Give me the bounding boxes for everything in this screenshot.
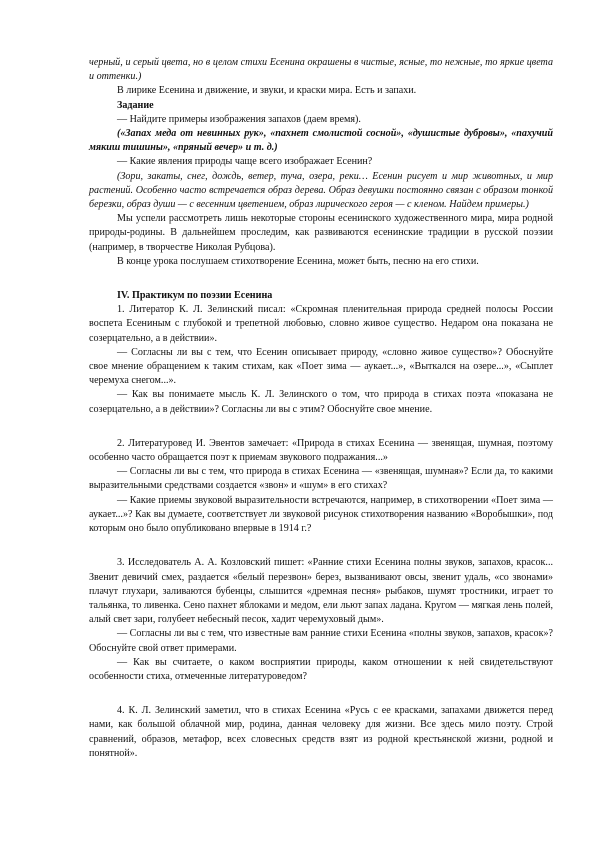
task-answer-1: («Запах меда от невинных рук», «пахнет смолистой сосной», «душистые дубровы», «пахучий мякиш тишины», «пряный вечер» и т. д.) xyxy=(89,128,553,154)
section-title: IV. Практикум по поэзии Есенина xyxy=(117,290,273,302)
task-heading: Задание xyxy=(117,99,154,111)
item-1-question-1: — Согласны ли вы с тем, что Есенин описывает природу, «словно живое существо»? Обоснуйте свое мнение обращением к таким стихам, как «Поет зима — аукает...», «Выткался на озере...», «Сыплет черемуха снегом...». xyxy=(89,346,553,387)
document-body xyxy=(89,56,553,761)
lyric-paragraph: В лирике Есенина и движение, и звуки, и краски мира. Есть и запахи. xyxy=(117,85,417,97)
task-question-1: — Найдите примеры изображения запахов (даем время). xyxy=(117,113,361,125)
intro-italic-paragraph: черный, и серый цвета, но в целом стихи Есенина окрашены в чистые, ясные, то нежные, то яркие цвета и оттенки.) xyxy=(89,57,553,83)
item-2-question-1: — Согласны ли вы с тем, что природа в стихах Есенина — «звенящая, шумная»? Если да, то какими выразительными средствами создается «звон» и «шум» в его стихах? xyxy=(89,466,553,492)
item-4-quote: 4. К. Л. Зелинский заметил, что в стихах Есенина «Русь с ее красками, запахами движется перед нами, как большой облачной мир, родина, данная человеку для жизни. Все здесь мило поэту. Строй сравнений, образов, метафор, всех словесных средств взят из родной крестьянской жизни, родной и понятной». xyxy=(89,705,553,759)
item-1-question-2: — Как вы понимаете мысль К. Л. Зелинского о том, что природа в стихах поэта «показана не созерцательно, а в действии»? Согласны ли вы с этим? Обоснуйте свое мнение. xyxy=(89,389,553,415)
item-3-quote: 3. Исследователь А. А. Козловский пишет: «Ранние стихи Есенина полны звуков, запахов, красок... Звенит девичий смех, раздается «белый перезвон» берез, вызванивают овсы, звенит удаль, «со звонами» плачут глухари, заливаются бубенцы, слышится «дремная песня» рыбаков, шумят тростники, играет то тальянка, то ливенка. Сено пахнет яблоками и медом, ели льют запах ладана. Кругом — мягкая лень полей, алый свет зари, голубеет небесный песок, хадит черемуховый дым». xyxy=(89,557,553,626)
item-3-question-1: — Согласны ли вы с тем, что известные вам ранние стихи Есенина «полны звуков, запахов, красок»? Обоснуйте свой ответ примерами. xyxy=(89,628,553,654)
task-answer-2: (Зори, закаты, снег, дождь, ветер, туча, озера, реки… Есенин рисует и мир животных, и мир растений. Особенно часто встречается образ дерева. Образ девушки постоянно связан с образом тонкой березки, образ души — с весенним цветением, образ лирического героя — с кленом. Найдем примеры.) xyxy=(89,170,553,211)
item-2-quote: 2. Литературовед И. Эвентов замечает: «Природа в стихах Есенина — звенящая, шумная, поэтому особенно часто обращается поэт к приемам звукового подражания...» xyxy=(89,437,553,464)
task-question-2: — Какие явления природы чаще всего изображает Есенин? xyxy=(117,156,373,168)
item-2-question-2: — Какие приемы звуковой выразительности встречаются, например, в стихотворении «Поет зима — аукает...»? Как вы думаете, соответствует ли звуковой рисунок стихотворения названию «Воробышки», под которым оно было опубликовано впервые в 1914 г.? xyxy=(89,494,553,535)
item-3-question-2: — Как вы считаете, о каком восприятии природы, каком отношении к ней свидетельствуют особенности стиха, отмеченные литературоведом? xyxy=(89,656,553,682)
summary-paragraph: Мы успели рассмотреть лишь некоторые стороны есенинского художественного мира, мира родной природы-родины. В дальнейшем проследим, как развиваются есенинские традиции в русской поэзии (например, в творчестве Николая Рубцова). xyxy=(89,213,553,253)
end-lesson-paragraph: В конце урока послушаем стихотворение Есенина, может быть, песню на его стихи. xyxy=(117,255,479,267)
item-1-quote: 1. Литератор К. Л. Зелинский писал: «Скромная пленительная природа средней полосы России воспета Есениным с глубокой и трепетной любовью, словно живое существо. Недаром она показана не созерцательно, а в действии». xyxy=(89,304,553,344)
